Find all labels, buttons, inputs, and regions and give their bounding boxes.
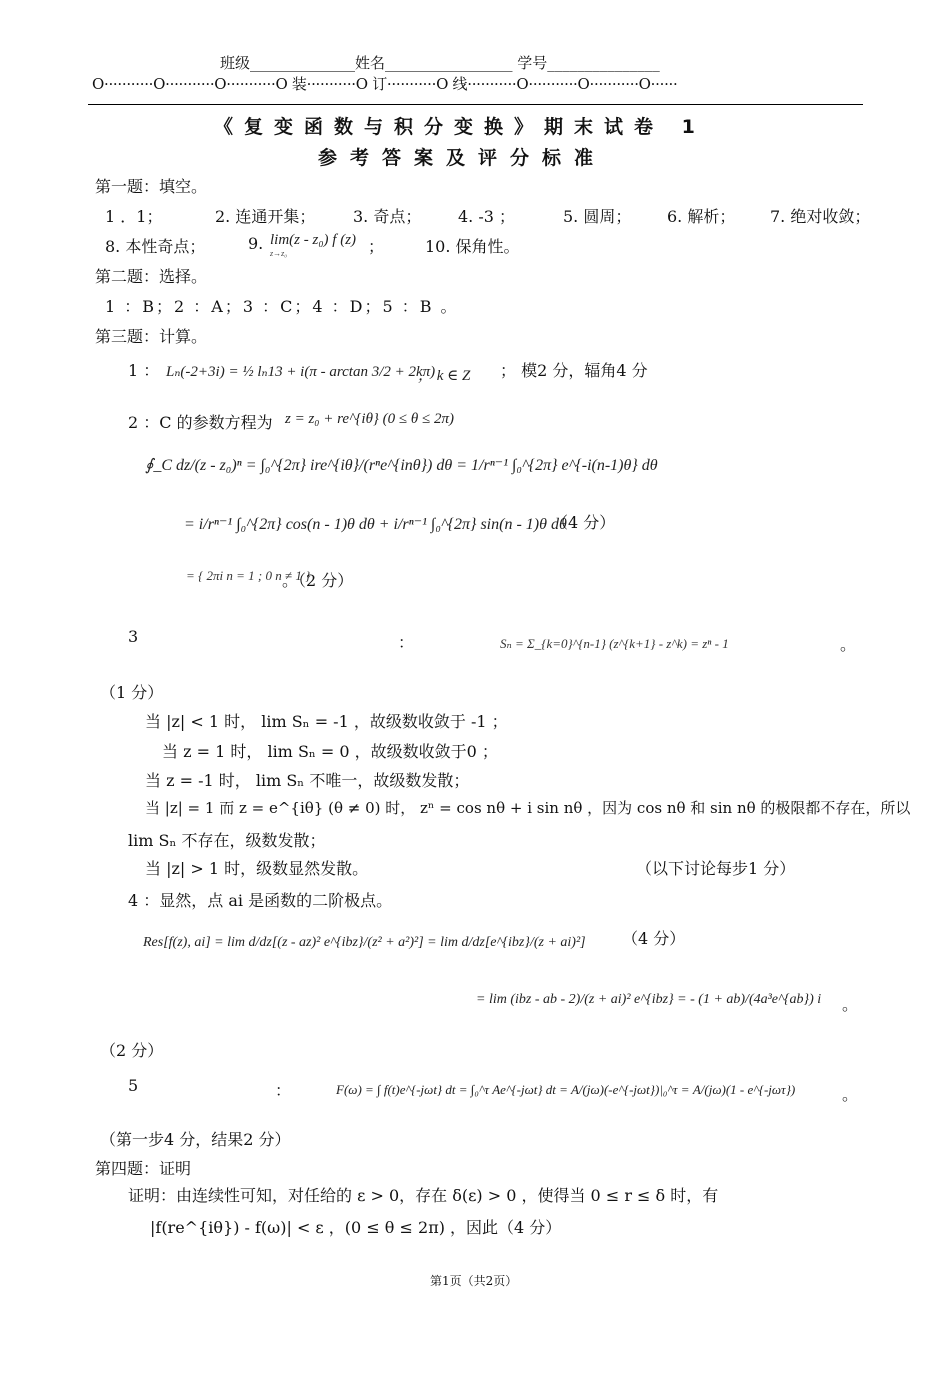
q1-answer-1: 1 ．1；: [105, 207, 163, 226]
q3-part3-case4b: lim Sₙ 不存在，级数发散；: [128, 831, 326, 850]
q3-part3-case2: 当 z = 1 时， lim Sₙ = 0 ，故级数收敛于0 ；: [162, 742, 498, 761]
q3-part1-label: 1 ：: [128, 361, 160, 380]
q3-part3-case4: 当 |z| = 1 而 z = e^{iθ} (θ ≠ 0) 时， zⁿ = cos nθ + i sin nθ ，因为 cos nθ 和 sin nθ 的极限都不存在，所以: [145, 799, 911, 817]
q1-answer-6: 6. 解析；: [667, 207, 736, 226]
q3-part5-formula: F(ω) = ∫ f(t)e^{-jωt} dt = ∫₀^τ Ae^{-jωt} dt = A/(jω)(-e^{-jωt})|₀^τ = A/(jω)(1 - e^{-jωτ}): [336, 1082, 796, 1097]
q3-part2-eq3-score: 。（2 分）: [282, 571, 354, 590]
q3-part3-case1: 当 |z| < 1 时， lim Sₙ = -1 ，故级数收敛于 -1 ；: [145, 712, 508, 731]
page-number: 第1页（共2页）: [430, 1274, 518, 1288]
q3-part5-label: 5: [128, 1076, 139, 1095]
q3-part2-eq3: = { 2πi n = 1 ; 0 n ≠ 1 }: [186, 568, 311, 583]
page-title: 《复变函数与积分变换》期末试卷 1: [214, 116, 706, 138]
header-rule: [88, 104, 863, 105]
q3-part4-score: （2 分）: [100, 1041, 164, 1060]
q3-part4-eq2-end: 。: [842, 995, 859, 1014]
q3-part4-eq2: = lim (ibz - ab - 2)/(z + ai)² e^{ibz} = - (1 + ab)/(4a³e^{ab}) i: [476, 992, 822, 1007]
q3-part3-case3: 当 z = -1 时， lim Sₙ 不唯一，故级数发散；: [145, 771, 470, 790]
q3-part2-eq2: = i/rⁿ⁻¹ ∫₀^{2π} cos(n - 1)θ dθ + i/rⁿ⁻¹ ∫₀^{2π} sin(n - 1)θ dθ: [184, 516, 567, 533]
q3-part5-score: （第一步4 分，结果2 分）: [100, 1130, 291, 1149]
q3-part2-param: z = z₀ + re^{iθ} (0 ≤ θ ≤ 2π): [285, 411, 455, 427]
q3-part3-end: 。: [840, 635, 857, 654]
q3-part4-eq1: Res[f(z), ai] = lim d/dz[(z - az)² e^{ibz}/(z² + a²)²] = lim d/dz[e^{ibz}/(z + ai)²]: [143, 935, 586, 950]
q3-part1-score: ； 模2 分，辐角4 分: [500, 361, 648, 380]
q3-part4-eq1-score: （4 分）: [622, 929, 686, 948]
q3-part5-end: 。: [842, 1085, 859, 1104]
q1-answer-7: 7. 绝对收敛；: [770, 207, 871, 226]
q4-heading: 第四题：证明: [95, 1159, 192, 1178]
q1-answer-3: 3. 奇点；: [353, 207, 422, 226]
binding-line: O···········O···········O···········O 装···········O 订···········O 线···········O···········O···········O······: [92, 75, 678, 93]
q3-part4-label: 4 ：显然，点 ai 是函数的二阶极点。: [128, 891, 393, 910]
page-subtitle: 参考答案及评分标准: [318, 147, 607, 169]
q3-part1-k: ， k ∈ Z: [418, 368, 471, 384]
q3-part3-label: 3: [128, 627, 139, 646]
q1-answer-9-label: 9.: [248, 234, 264, 253]
q3-part1-formula: Lₙ(-2+3i) = ½ lₙ13 + i(π - arctan 3/2 + 2kπ): [166, 364, 436, 380]
q3-heading: 第三题：计算。: [95, 327, 208, 346]
q3-part3-formula: Sₙ = Σ_{k=0}^{n-1} (z^{k+1} - z^k) = zⁿ - 1: [500, 636, 729, 651]
q3-part2-eq2-score: （4 分）: [552, 513, 616, 532]
q3-part3-score: （1 分）: [100, 683, 164, 702]
q3-part3-case5: 当 |z| > 1 时，级数显然发散。: [145, 859, 369, 878]
q3-part2-label: 2 ：C 的参数方程为: [128, 413, 273, 432]
student-info-fields: 班级______________姓名_________________ 学号_______________: [220, 54, 660, 72]
q1-answer-9-limit-sub: z→z₀: [270, 249, 288, 258]
q1-answer-10: 10. 保角性。: [425, 237, 520, 256]
q1-answer-9-limit: lim(z - z₀) f (z): [270, 232, 357, 248]
q3-part3-note: （以下讨论每步1 分）: [636, 859, 796, 878]
q2-answers: 1 ：B；2 ：A；3 ：C；4 ：D；5 ：B 。: [105, 297, 459, 316]
q1-answer-5: 5. 圆周；: [563, 207, 632, 226]
q1-answer-8: 8. 本性奇点；: [105, 237, 206, 256]
q3-part5-colon: ：: [275, 1081, 292, 1100]
q1-answer-4: 4. -3 ；: [458, 207, 516, 226]
q4-proof-line1: 证明：由连续性可知，对任给的 ε > 0，存在 δ(ε) > 0 ，使得当 0 ≤ r ≤ δ 时，有: [128, 1186, 719, 1205]
q3-part3-colon: ：: [398, 633, 415, 652]
q4-proof-line2: |f(re^{iθ}) - f(ω)| < ε ，(0 ≤ θ ≤ 2π) ，因此（4 分）: [150, 1218, 562, 1237]
q1-heading: 第一题：填空。: [95, 177, 208, 196]
q2-heading: 第二题：选择。: [95, 267, 208, 286]
q1-answer-2: 2. 连通开集；: [215, 207, 316, 226]
q1-answer-9-end: ；: [368, 237, 385, 256]
q3-part2-eq1: ∮_C dz/(z - z₀)ⁿ = ∫₀^{2π} ire^{iθ}/(rⁿe^{inθ}) dθ = 1/rⁿ⁻¹ ∫₀^{2π} e^{-i(n-1)θ} dθ: [145, 457, 658, 474]
